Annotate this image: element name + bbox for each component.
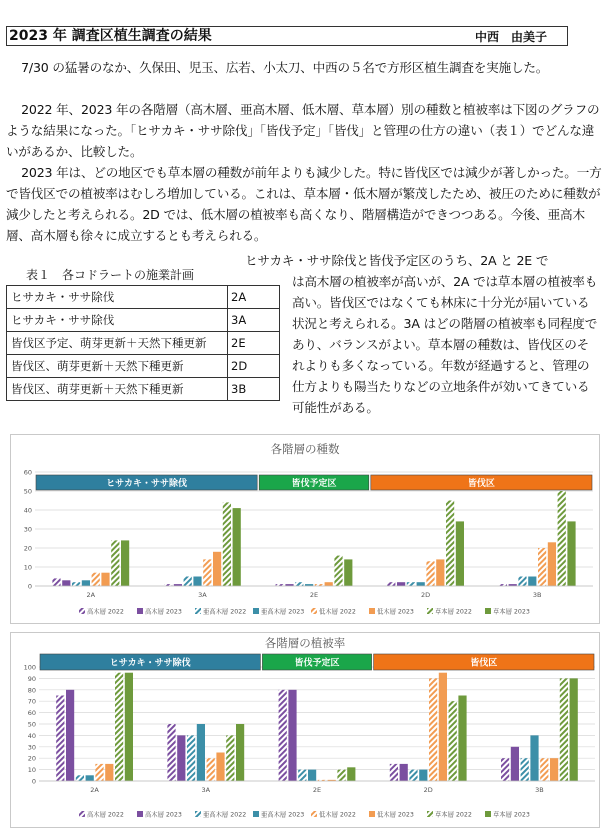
legend-swatch	[311, 811, 317, 817]
table-row	[7, 332, 280, 355]
bar	[567, 521, 575, 586]
bar	[115, 673, 123, 781]
table-cell-code: 2A	[228, 286, 280, 309]
y-tick-label: 20	[27, 754, 36, 763]
bar	[426, 561, 434, 586]
bar	[216, 753, 224, 782]
bar	[518, 577, 526, 587]
bar	[167, 724, 175, 781]
bar	[538, 548, 546, 586]
x-tick-label: 3A	[201, 786, 211, 794]
y-tick-label: 0	[27, 582, 32, 591]
paragraph-comparison	[245, 250, 601, 418]
legend-swatch	[253, 608, 259, 614]
legend-swatch	[137, 608, 143, 614]
y-tick-label: 20	[23, 544, 32, 553]
bar	[521, 758, 529, 781]
bar	[288, 690, 296, 781]
y-tick-label: 10	[23, 563, 32, 572]
legend-swatch	[79, 608, 85, 614]
legend-label: 草本層 2023	[493, 608, 530, 616]
bar	[101, 573, 109, 586]
bar	[337, 770, 345, 781]
x-tick-label: 2E	[312, 786, 322, 794]
y-tick-label: 50	[23, 487, 32, 496]
y-tick-label: 60	[23, 468, 32, 477]
bar	[334, 556, 342, 586]
bar	[528, 577, 536, 587]
bar	[344, 559, 352, 586]
paragraph-results: 2023 年は、どの地区でも草本層の種数が前年よりも減少した。特に皆伐区では減少が著しかった。一方で皆伐区での植被率はむしろ増加している。これは、草本層・低木層が繁茂したため、被圧のために種数が減少したと考えられる。2D では、低木層の植被率も高くなり、階層構造ができつつある。今後、亜高木層、高木層も徐々に成立するとも考えられる。	[6, 165, 602, 243]
bar	[236, 724, 244, 781]
bar	[458, 696, 466, 782]
table-cell-code: 3B	[228, 378, 280, 401]
y-tick-label: 90	[27, 674, 36, 683]
legend-label: 亜高木層 2023	[261, 811, 305, 819]
y-tick-label: 80	[27, 686, 36, 695]
bar	[66, 690, 74, 781]
legend-label: 草本層 2022	[435, 608, 472, 616]
bar	[417, 582, 425, 586]
table-cell-code: 2D	[228, 355, 280, 378]
bar	[121, 540, 129, 586]
table-cell-plan: 皆伐区予定、萌芽更新＋天然下種更新	[7, 332, 228, 355]
coverage-chart	[10, 632, 600, 828]
bar	[325, 582, 333, 586]
bar	[203, 559, 211, 586]
bar	[501, 758, 509, 781]
table-cell-plan: ヒサカキ・ササ除伐	[7, 286, 228, 309]
paragraph-method: 2022 年、2023 年の各階層（高木層、亜高木層、低木層、草本層）別の種数と植被率は下図のグラフのような結果になった。「ヒサカキ・ササ除伐」「皆伐予定」「皆伐」と管理の仕方の違い（表１）でどんな違いがあるか、比較した。	[6, 102, 600, 159]
species-count-chart-svg	[11, 435, 599, 623]
bar	[439, 673, 447, 781]
legend-label: 亜高木層 2022	[203, 811, 247, 819]
legend-label: 高木層 2022	[87, 811, 124, 819]
bar	[540, 758, 548, 781]
coverage-chart-svg	[11, 633, 599, 827]
chart-title: 各階層の種数	[270, 442, 340, 456]
bar	[223, 502, 231, 586]
report-header	[6, 26, 568, 46]
band-label: ヒサカキ・ササ除伐	[106, 479, 188, 489]
bar	[456, 521, 464, 586]
bar	[387, 582, 395, 586]
y-tick-label: 10	[27, 766, 36, 775]
bar	[308, 770, 316, 781]
legend-label: 草本層 2022	[435, 811, 472, 819]
legend-swatch	[195, 608, 201, 614]
x-tick-label: 2A	[86, 591, 96, 599]
bar	[72, 582, 80, 586]
table-cell-code: 3A	[228, 309, 280, 332]
table-row	[7, 286, 280, 309]
bar	[207, 758, 215, 781]
bar	[390, 764, 398, 781]
bar	[86, 775, 94, 781]
bar	[436, 559, 444, 586]
table-cell-code: 2E	[228, 332, 280, 355]
table-row	[7, 309, 280, 332]
bar	[295, 582, 303, 586]
legend-label: 低木層 2023	[377, 811, 414, 819]
plan-table	[6, 285, 280, 401]
table-row	[7, 378, 280, 401]
table-row	[7, 355, 280, 378]
y-tick-label: 30	[23, 525, 32, 534]
bar	[429, 678, 437, 781]
bar	[56, 696, 64, 782]
legend-label: 高木層 2023	[145, 608, 182, 616]
bar	[279, 690, 287, 781]
bar	[95, 764, 103, 781]
bar	[550, 758, 558, 781]
bar	[298, 770, 306, 781]
y-tick-label: 70	[27, 697, 36, 706]
bar	[52, 578, 60, 586]
bar	[397, 582, 405, 586]
x-tick-label: 2D	[421, 591, 431, 599]
bar	[82, 580, 90, 586]
legend-label: 亜高木層 2023	[261, 608, 305, 616]
legend-swatch	[485, 608, 491, 614]
report-author: 中西 由美子	[474, 30, 547, 44]
bar	[105, 764, 113, 781]
bar	[409, 770, 417, 781]
y-tick-label: 40	[23, 506, 32, 515]
species-count-chart	[10, 434, 600, 624]
legend-swatch	[79, 811, 85, 817]
legend-label: 低木層 2022	[319, 811, 356, 819]
legend-swatch	[369, 811, 375, 817]
table-cell-plan: 皆伐区、萌芽更新＋天然下種更新	[7, 378, 228, 401]
bar	[407, 582, 415, 586]
y-tick-label: 30	[27, 743, 36, 752]
bar	[184, 577, 192, 587]
legend-label: 高木層 2023	[145, 811, 182, 819]
bar	[449, 701, 457, 781]
band-label: 皆伐区	[470, 658, 498, 669]
legend-swatch	[311, 608, 317, 614]
legend-label: 草本層 2023	[493, 811, 530, 819]
bar	[446, 501, 454, 587]
legend-swatch	[369, 608, 375, 614]
bar	[177, 735, 185, 781]
y-tick-label: 60	[27, 709, 36, 718]
bar	[76, 775, 84, 781]
comparison-first-line: ヒサカキ・ササ除伐と皆伐予定区のうち、2A と 2E で	[245, 253, 549, 268]
bar	[558, 491, 566, 586]
paragraph-intro: 7/30 の猛暑のなか、久保田、児玉、広若、小太刀、中西の５名で方形区植生調査を実施した。	[21, 60, 549, 75]
table-cell-plan: 皆伐区、萌芽更新＋天然下種更新	[7, 355, 228, 378]
x-tick-label: 2E	[309, 591, 319, 599]
bar	[511, 747, 519, 781]
comparison-body: は高木層の植被率が高いが、2A では草本層の植被率も高い。皆伐区ではなくても林床に十分光が届いている状況と考えられる。3A はどの階層の植被率も同程度であり、バランスがよい。草本層の種数は、皆伐区のそれよりも多くなっている。年数が経過すると、管理の仕方よりも陽当たりなどの立地条件が効いてきている可能性がある。	[292, 274, 598, 415]
bar	[111, 540, 119, 586]
bar	[193, 577, 201, 587]
legend-label: 亜高木層 2022	[203, 608, 247, 616]
chart-title: 各階層の植被率	[264, 636, 346, 650]
bar	[570, 678, 578, 781]
y-tick-label: 50	[27, 720, 36, 729]
legend-swatch	[427, 811, 433, 817]
y-tick-label: 100	[23, 663, 36, 672]
bar	[187, 735, 195, 781]
legend-label: 低木層 2023	[377, 608, 414, 616]
band-label: 皆伐予定区	[294, 658, 340, 669]
legend-swatch	[195, 811, 201, 817]
legend-swatch	[253, 811, 259, 817]
bar	[347, 767, 355, 781]
bar	[400, 764, 408, 781]
band-label: 皆伐区	[467, 479, 495, 489]
bar	[62, 580, 70, 586]
y-tick-label: 40	[27, 731, 36, 740]
legend-swatch	[427, 608, 433, 614]
bar	[197, 724, 205, 781]
table-cell-plan: ヒサカキ・ササ除伐	[7, 309, 228, 332]
bar	[548, 542, 556, 586]
y-tick-label: 0	[31, 777, 36, 786]
legend-label: 高木層 2022	[87, 608, 124, 616]
bar	[560, 678, 568, 781]
bar	[419, 770, 427, 781]
x-tick-label: 2A	[90, 786, 99, 794]
bar	[213, 552, 221, 586]
legend-swatch	[485, 811, 491, 817]
legend-label: 低木層 2022	[319, 608, 356, 616]
band-label: 皆伐予定区	[291, 479, 337, 489]
bar	[233, 508, 241, 586]
bar	[226, 735, 234, 781]
report-title: 2023 年 調査区植生調査の結果	[9, 28, 212, 44]
x-tick-label: 3A	[198, 591, 207, 599]
bar	[125, 673, 133, 781]
x-tick-label: 2D	[423, 786, 433, 794]
table-caption: 表１ 各コドラートの施業計画	[26, 268, 195, 282]
x-tick-label: 3B	[535, 786, 544, 794]
x-tick-label: 3B	[532, 591, 542, 599]
band-label: ヒサカキ・ササ除伐	[109, 658, 191, 669]
bar	[530, 735, 538, 781]
bar	[92, 573, 100, 586]
legend-swatch	[137, 811, 143, 817]
